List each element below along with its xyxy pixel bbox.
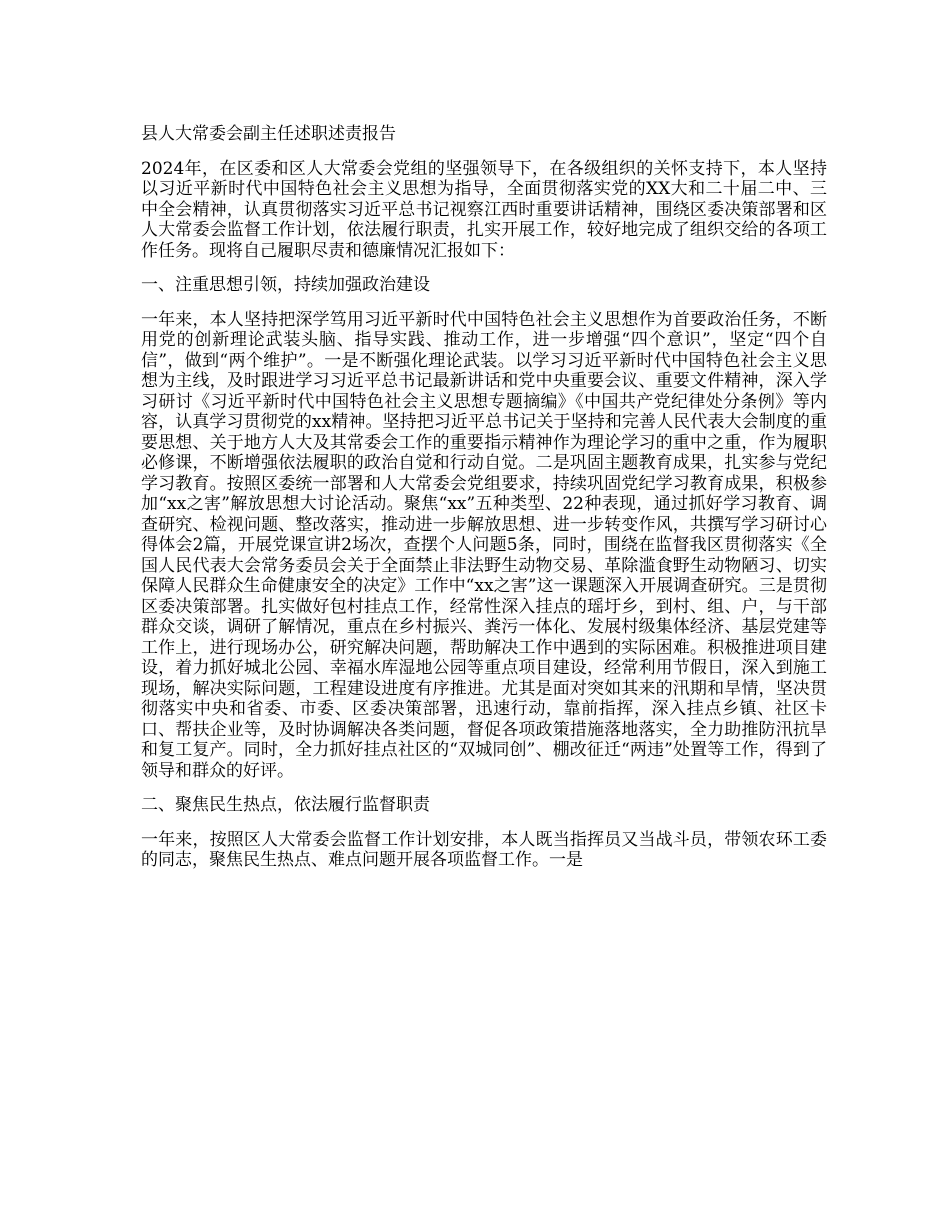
intro-paragraph: 2024年，在区委和区人大常委会党组的坚强领导下，在各级组织的关怀支持下，本人坚持以习近平新时代中国特色社会主义思想为指导，全面贯彻落实党的XX大和二十届二中、三中全会精神，认真贯彻落实习近平总书记视察江西时重要讲话精神，围绕区委决策部署和区人大常委会监督工作计划，依法履行职责，扎实开展工作，较好地完成了组织交给的各项工作任务。现将自己履职尽责和德廉情况汇报如下：	[141, 158, 827, 261]
document-title: 县人大常委会副主任述职述责报告	[141, 124, 396, 144]
section-body-2: 一年来，按照区人大常委会监督工作计划安排，本人既当指挥员又当战斗员，带领农环工委的同志，聚焦民生热点、难点问题开展各项监督工作。一是	[141, 829, 827, 870]
document-page	[141, 124, 827, 885]
section-heading-2: 二、聚焦民生热点，依法履行监督职责	[141, 795, 430, 815]
section-body-1: 一年来，本人坚持把深学笃用习近平新时代中国特色社会主义思想作为首要政治任务，不断用党的创新理论武装头脑、指导实践、推动工作，进一步增强“四个意识”，坚定“四个自信”，做到“两个维护”。一是不断强化理论武装。以学习习近平新时代中国特色社会主义思想为主线，及时跟进学习习近平总书记最新讲话和党中央重要会议、重要文件精神，深入学习研讨《习近平新时代中国特色社会主义思想专题摘编》《中国共产党纪律处分条例》等内容，认真学习贯彻党的xx精神。坚持把习近平总书记关于坚持和完善人民代表大会制度的重要思想、关于地方人大及其常委会工作的重要指示精神作为理论学习的重中之重，作为履职必修课，不断增强依法履职的政治自觉和行动自觉。二是巩固主题教育成果，扎实参与党纪学习教育。按照区委统一部署和人大常委会党组要求，持续巩固党纪学习教育成果，积极参加“xx之害”解放思想大讨论活动。聚焦“xx”五种类型、22种表现，通过抓好学习教育、调查研究、检视问题、整改落实，推动进一步解放思想、进一步转变作风，共撰写学习研讨心得体会2篇，开展党课宣讲2场次，查摆个人问题5条，同时，围绕在监督我区贯彻落实《全国人民代表大会常务委员会关于全面禁止非法野生动物交易、革除滥食野生动物陋习、切实保障人民群众生命健康安全的决定》工作中“xx之害”这一课题深入开展调查研究。三是贯彻区委决策部署。扎实做好包村挂点工作，经常性深入挂点的瑶圩乡，到村、组、户，与干部群众交谈，调研了解情况，重点在乡村振兴、粪污一体化、发展村级集体经济、基层党建等工作上，进行现场办公，研究解决问题，帮助解决工作中遇到的实际困难。积极推进项目建设，着力抓好城北公园、幸福水库湿地公园等重点项目建设，经常利用节假日，深入到施工现场，解决实际问题，工程建设进度有序推进。尤其是面对突如其来的汛期和旱情，坚决贯彻落实中央和省委、市委、区委决策部署，迅速行动，靠前指挥，深入挂点乡镇、社区卡口、帮扶企业等，及时协调解决各类问题，督促各项政策措施落地落实，全力助推防汛抗旱和复工复产。同时，全力抓好挂点社区的“双城同创”、棚改征迁“两违”处置等工作，得到了领导和群众的好评。	[141, 309, 827, 781]
section-heading-1: 一、注重思想引领，持续加强政治建设	[141, 275, 430, 295]
